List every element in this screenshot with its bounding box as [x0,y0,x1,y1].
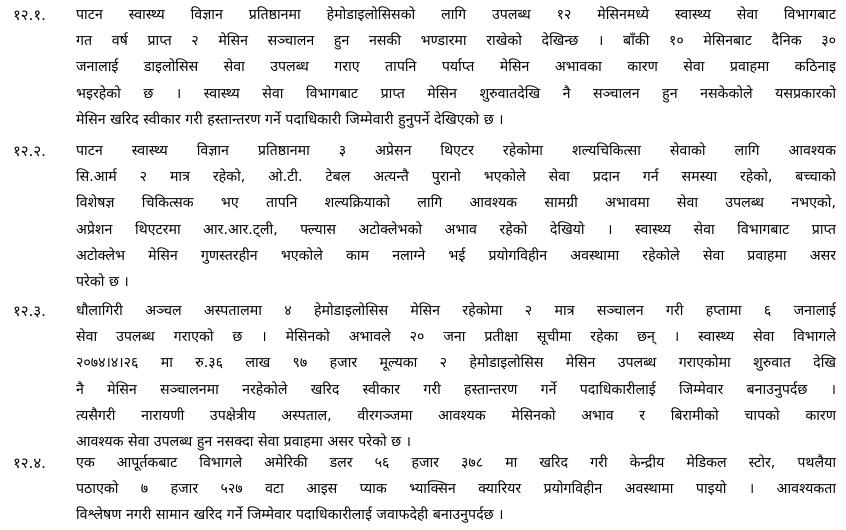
text-line: सेवा उपलब्ध गराएको छ । मेसिनको अभावले २० जना प्रतीक्षा सूचीमा रहेका छन् । स्वास्थ्य सेवा विभागले [76,329,836,346]
text-line: धौलागिरी अञ्चल अस्पतालमा ४ हेमोडाइलोसिस मेसिन रहेकोमा २ मात्र सञ्चालन गरी हप्तामा ६ जनालाई [76,303,836,319]
text-line: २०७४।४।२६ मा रु.३६ लाख ९७ हजार मूल्यका २ हेमोडाइलोसिस मेसिन उपलब्ध गराएकोमा शुरुवात देखि [76,355,836,372]
text-line: पाटन स्वास्थ्य विज्ञान प्रतिष्ठानमा हेमोडाइलोसिसको लागि उपलब्ध १२ मेसिनमध्ये स्वास्थ्य सेवा विभागबाट [76,7,836,23]
paragraph-body [76,2,836,133]
paragraph-body [76,138,836,295]
paragraph-number: १२.३. [13,302,46,320]
text-line: मेसिन खरिद स्वीकार गरी हस्तान्तरण गर्ने पदाधिकारी जिम्मेवारी हुनुपर्ने देखिएको छ । [76,111,504,128]
text-line: विश्लेषण नगरी सामान खरिद गर्ने जिम्मेवार पदाधिकारीलाई जवाफदेही बनाउनुपर्दछ । [76,507,504,524]
text-line: एक आपूर्तकबाट विभागले अमेरिकी डलर ५६ हजार ३७८ मा खरिद गरी केन्द्रीय मेडिकल स्टोर, पथलैया [76,455,836,471]
paragraph-number: १२.२. [13,142,46,160]
text-line: त्यसैगरी नारायणी उपक्षेत्रीय अस्पताल, वीरगञ्जमा आवश्यक मेसिनको अभाव र बिरामीको चापको कारण [76,407,836,424]
text-line: पाटन स्वास्थ्य विज्ञान प्रतिष्ठानमा ३ अप्रेसन थिएटर रहेकोमा शल्यचिकित्सा सेवाको लागि आवश्यक [76,143,836,159]
text-line: जनालाई डाइलोसिस सेवा उपलब्ध गराए तापनि पर्याप्त मेसिन अभावका कारण सेवा प्रवाहमा कठिनाइ [76,59,836,76]
text-line: आवश्यक सेवा उपलब्ध हुन नसक्दा सेवा प्रवाहमा असर परेको छ । [76,433,411,450]
text-line: पठाएको ७ हजार ५२७ वटा आइस प्याक भ्याक्सिन क्यारियर प्रयोगविहीन अवस्थामा पाइयो । आवश्यकता [76,481,836,498]
paragraph-number: १२.१. [13,6,46,24]
paragraph-number: १२.४. [13,454,46,472]
text-line: विशेषज्ञ चिकित्सक भए तापनि शल्यक्रियाको लागि आवश्यक सामग्री अभावमा सेवा उपलब्ध नभएको, [76,195,836,212]
text-line: परेको छ । [76,273,129,290]
text-line: अप्रेशन थिएटरमा आर.आर.ट्ली, फ्ल्यास अटोक्लेभको अभाव रहेको देखियो । स्वास्थ्य सेवा विभागबाट प्राप्त [76,221,836,238]
text-line: गत वर्ष प्राप्त २ मेसिन सञ्चालन हुन नसकी भण्डारमा राखेको देखिन्छ । बाँकी १० मेसिनबाट दैनिक ३० [76,33,836,50]
text-line: अटोक्लेभ मेसिन गुणस्तरहीन भएकोले काम नलाग्ने भई प्रयोगविहीन अवस्थामा रहेकोले सेवा प्रवाहमा असर [76,247,836,264]
text-line: भइरहेको छ । स्वास्थ्य सेवा विभागबाट प्राप्त मेसिन शुरुवातदेखि नै सञ्चालन हुन नसकेकोले यसप्रकारको [76,85,836,102]
paragraph-body [76,298,836,455]
text-line: सि.आर्म २ मात्र रहेको, ओ.टी. टेबल अत्यन्तै पुरानो भएकोले सेवा प्रदान गर्न समस्या रहेको, बच्चाको [76,169,836,186]
paragraph-body [76,450,836,529]
text-line: नै मेसिन सञ्चालनमा नरहेकोले खरिद स्वीकार गरी हस्तान्तरण गर्ने पदाधिकारीलाई जिम्मेवार बनाउनुपर्दछ । [76,381,836,398]
